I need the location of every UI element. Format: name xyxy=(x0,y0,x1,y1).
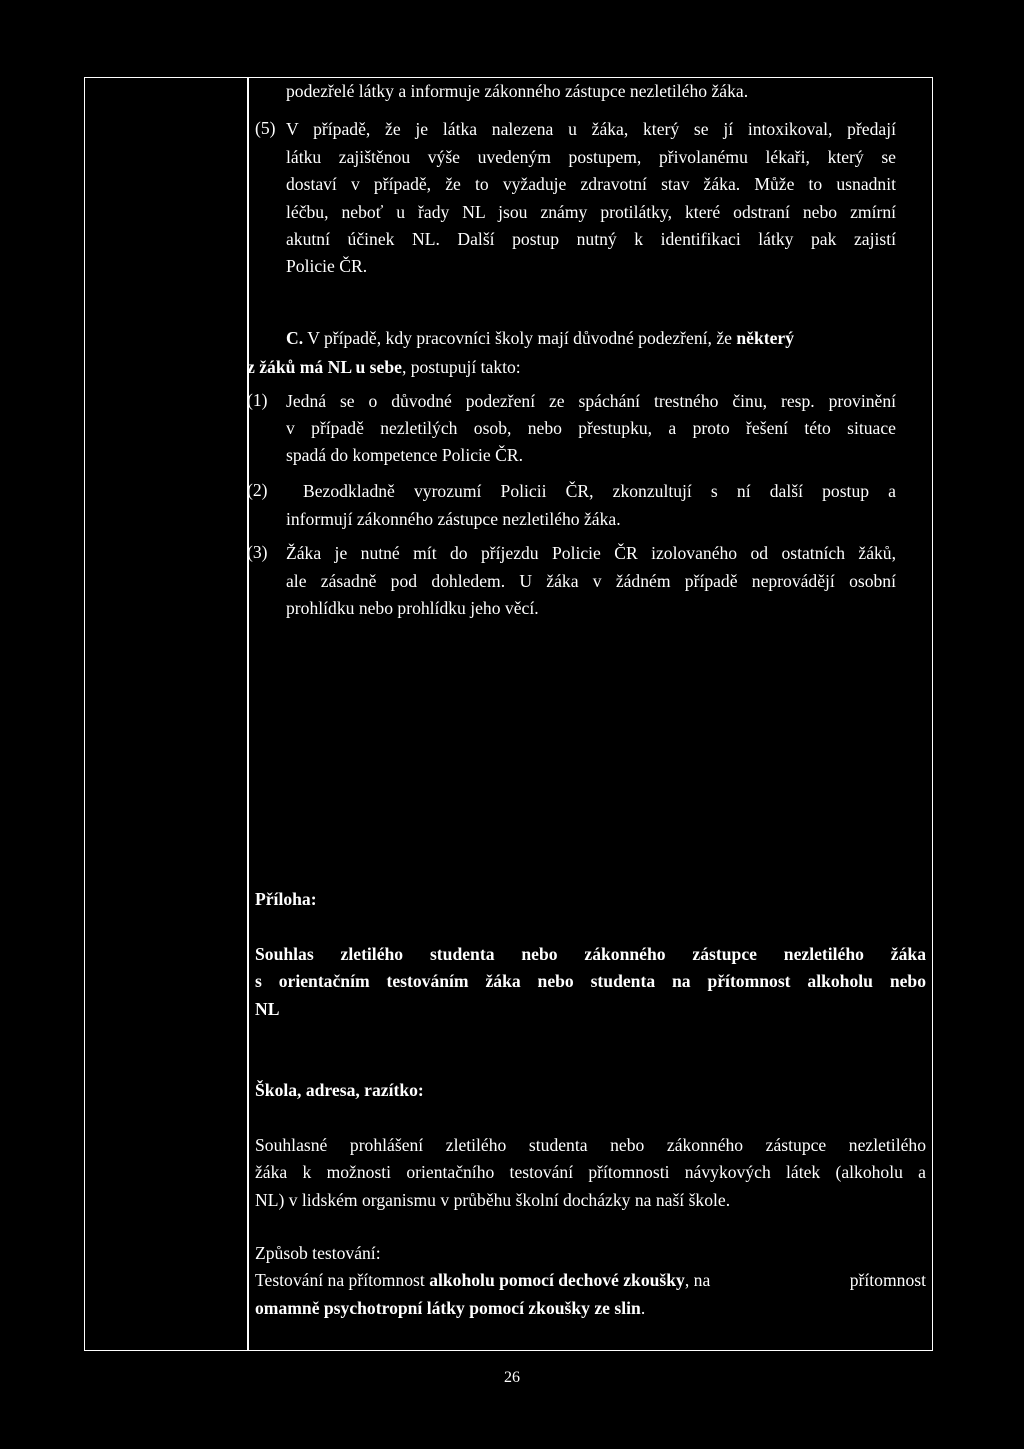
item-5-line: akutní účinek NL. Další postup nutný k identifikaci látky pak zajistí xyxy=(286,229,896,249)
c-item-line: prohlídku nebo prohlídku jeho věcí. xyxy=(286,598,539,618)
continuation-text: podezřelé látky a informuje zákonného zástupce nezletilého žáka. xyxy=(286,81,749,101)
section-c-text: , postupují takto: xyxy=(401,357,521,377)
appendix-title-line: Souhlas zletilého studenta nebo zákonného zástupce nezletilého žáka xyxy=(255,944,926,964)
consent-line: žáka k možnosti orientačního testování přítomnosti návykových látek (alkoholu a xyxy=(255,1162,926,1182)
section-c-text: V případě, kdy pracovníci školy mají důvodné podezření, že xyxy=(307,328,732,348)
page-number: 26 xyxy=(504,1369,520,1386)
testing-method-line2 xyxy=(255,1295,645,1322)
c-item-line: Bezodkladně vyrozumí Policii ČR, zkonzultují s ní další postup a xyxy=(303,481,896,501)
c-item-number: (2) xyxy=(247,480,268,500)
method-text: přítomnost xyxy=(849,1270,926,1290)
c-item-line: Žáka je nutné mít do příjezdu Policie ČR izolovaného od ostatních žáků, xyxy=(286,543,896,563)
item-5-number: (5) xyxy=(255,118,276,138)
section-c-letter: C. xyxy=(286,328,304,348)
section-c-bold: některý xyxy=(736,328,794,348)
item-5-line: látku zajištěnou výše uvedeným postupem, přivolanému lékaři, který se xyxy=(286,147,896,167)
c-item-line: Jedná se o důvodné podezření ze spáchání trestného činu, resp. provinění xyxy=(286,391,896,411)
method-bold: alkoholu pomocí dechové zkoušky xyxy=(429,1270,685,1290)
item-5-line: V případě, že je látka nalezena u žáka, který se jí intoxikoval, předají xyxy=(286,119,896,139)
appendix-title-line: s orientačním testováním žáka nebo studenta na přítomnost alkoholu nebo xyxy=(255,971,926,991)
c-item-line: ale zásadně pod dohledem. U žáka v žádném případě neprovádějí osobní xyxy=(286,571,896,591)
section-c-bold: z žáků má NL u sebe xyxy=(247,357,402,377)
item-5-line: Policie ČR. xyxy=(286,256,368,276)
testing-method-line1 xyxy=(255,1267,926,1294)
consent-line: NL) v lidském organismu v průběhu školní docházky na naší škole. xyxy=(255,1190,731,1210)
appendix-title-line: NL xyxy=(255,999,280,1019)
c-item-line: informují zákonného zástupce nezletilého žáka. xyxy=(286,509,621,529)
consent-line: Souhlasné prohlášení zletilého studenta nebo zákonného zástupce nezletilého xyxy=(255,1135,926,1155)
c-item-line: spadá do kompetence Policie ČR. xyxy=(286,445,523,465)
c-item-line: v případě nezletilých osob, nebo přestupku, a proto řešení této situace xyxy=(286,418,896,438)
section-c-line2 xyxy=(247,354,521,381)
c-item-number: (3) xyxy=(247,542,268,562)
school-address-label: Škola, adresa, razítko: xyxy=(255,1080,424,1100)
method-bold: omamně psychotropní látky pomocí zkoušky ze slin xyxy=(255,1298,641,1318)
column-divider xyxy=(247,77,249,1351)
method-text: Testování na přítomnost xyxy=(255,1270,425,1290)
c-item-number: (1) xyxy=(247,390,268,410)
appendix-heading: Příloha: xyxy=(255,889,317,909)
item-5-line: léčbu, neboť u řady NL jsou známy protilátky, které odstraní nebo zmírní xyxy=(286,202,896,222)
testing-method-label: Způsob testování: xyxy=(255,1243,381,1263)
item-5-line: dostaví v případě, že to vyžaduje zdravotní stav žáka. Může to usnadnit xyxy=(286,174,896,194)
section-c-line1 xyxy=(286,325,794,352)
method-text: , na xyxy=(684,1270,711,1290)
method-text: . xyxy=(640,1298,646,1318)
